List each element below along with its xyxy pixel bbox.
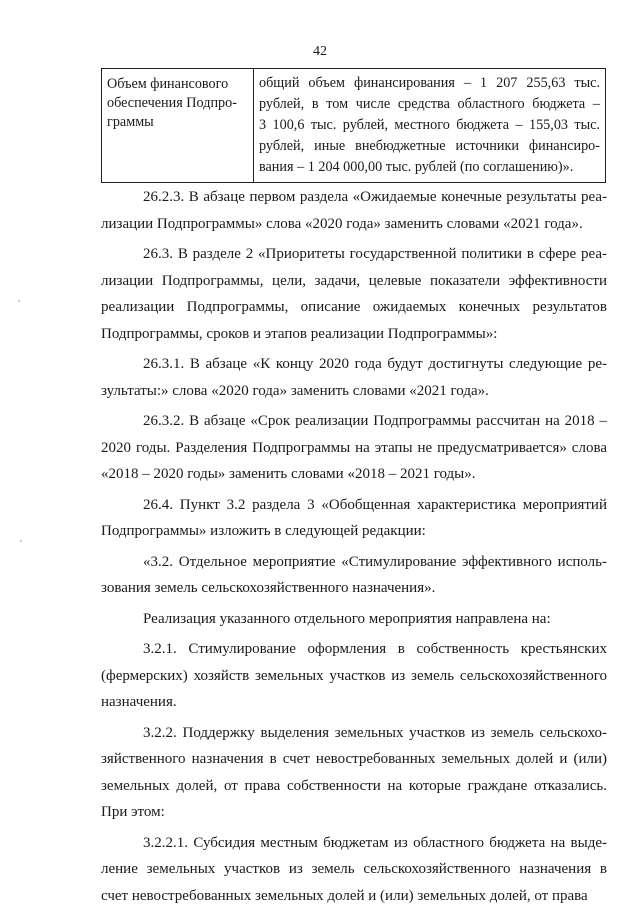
paragraph-3-2-2-1 [101,830,607,909]
text-line: зультаты:» слова «2020 года» заменить словами «2021 года». [101,378,607,405]
scan-speck [20,540,22,542]
document-body [101,184,607,909]
text-line: (фермерских) хозяйств земельных участков из земель сельскохозяйственного [101,663,607,690]
value-line: рублей, иные внебюджетные источники финансиро- [259,136,600,157]
text-line: 3.2.2.1. Субсидия местным бюджетам из областного бюджета на выде- [101,830,607,857]
text-line: 26.3.1. В абзаце «К концу 2020 года будут достигнуты следующие ре- [101,351,607,378]
paragraph-26-3 [101,241,607,347]
text-line: лизации Подпрограммы» слова «2020 года» заменить словами «2021 года». [101,211,607,238]
text-line: 26.3. В разделе 2 «Приоритеты государственной политики в сфере реа- [101,241,607,268]
paragraph-implementation [101,606,607,633]
label-line: Объем финансового [107,75,248,94]
table-value-cell [254,69,606,183]
paragraph-3-2 [101,549,607,602]
text-line: 26.4. Пункт 3.2 раздела 3 «Обобщенная характеристика мероприятий [101,492,607,519]
text-line: При этом: [101,799,607,826]
value-line: вания – 1 204 000,00 тыс. рублей (по соглашению)». [259,157,600,178]
paragraph-3-2-1 [101,636,607,716]
text-line: 26.3.2. В абзаце «Срок реализации Подпрограммы рассчитан на 2018 – [101,408,607,435]
text-line: ление земельных участков из земель сельскохозяйственного назначения в [101,856,607,883]
text-line: Подпрограммы, сроков и этапов реализации Подпрограммы»: [101,321,607,348]
text-line: реализации Подпрограммы, описание ожидаемых конечных результатов [101,294,607,321]
paragraph-26-2-3 [101,184,607,237]
text-line: «2018 – 2020 годы» заменить словами «2018 – 2021 годы». [101,461,607,488]
text-line: Реализация указанного отдельного мероприятия направлена на: [101,606,607,633]
paragraph-26-3-2 [101,408,607,488]
financing-table [101,68,606,183]
text-line: земельных долей, от права собственности на которые граждане отказались. [101,773,607,800]
label-line: обеспечения Подпро- [107,94,248,113]
table-row [102,69,606,183]
value-line: общий объем финансирования – 1 207 255,63 тыс. [259,73,600,94]
paragraph-3-2-2 [101,720,607,826]
text-line: Подпрограммы» изложить в следующей редакции: [101,518,607,545]
text-line: зяйственного назначения в счет невостребованных земельных долей и (или) [101,746,607,773]
scan-speck [18,300,20,302]
paragraph-26-4 [101,492,607,545]
text-line: назначения. [101,689,607,716]
page-number: 42 [0,44,640,60]
text-line: 26.2.3. В абзаце первом раздела «Ожидаемые конечные результаты реа- [101,184,607,211]
text-line: 3.2.2. Поддержку выделения земельных участков из земель сельскохо- [101,720,607,747]
value-line: 3 100,6 тыс. рублей, местного бюджета – 155,03 тыс. [259,115,600,136]
text-line: 3.2.1. Стимулирование оформления в собственность крестьянских [101,636,607,663]
value-line: рублей, в том числе средства областного бюджета – [259,94,600,115]
text-line: лизации Подпрограммы, цели, задачи, целевые показатели эффективности [101,268,607,295]
text-line: зования земель сельскохозяйственного назначения». [101,575,607,602]
text-line: счет невостребованных земельных долей и (или) земельных долей, от права [101,883,607,909]
paragraph-26-3-1 [101,351,607,404]
table-label-cell [102,69,254,183]
text-line: 2020 годы. Разделения Подпрограммы на этапы не предусматривается» слова [101,435,607,462]
text-line: «3.2. Отдельное мероприятие «Стимулирование эффективного исполь- [101,549,607,576]
label-line: граммы [107,113,248,132]
